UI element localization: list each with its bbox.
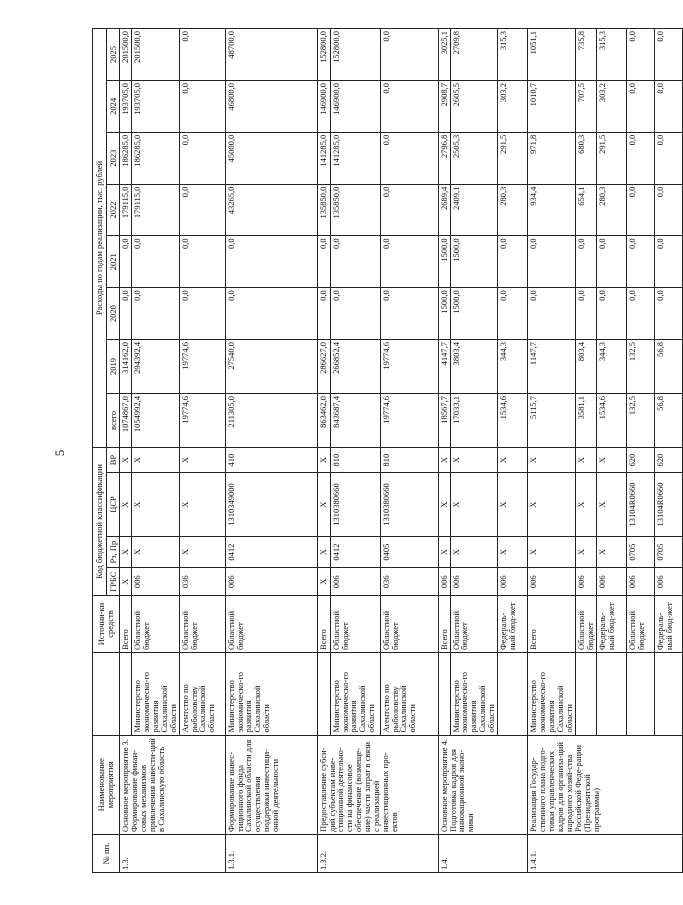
year-value: 314162,0 [120, 340, 132, 394]
year-value: 135850,0 [330, 184, 380, 236]
year-value: 48700,0 [225, 29, 317, 81]
year-value: 0,0 [498, 236, 528, 288]
vr-code: Х [179, 447, 225, 472]
year-value: 186285,0 [132, 132, 180, 184]
funding-source: Областной бюджет [132, 595, 180, 652]
year-value: 0,0 [179, 29, 225, 81]
csr-code: Х [132, 473, 180, 536]
funding-source: Всего [120, 595, 132, 652]
measure-name: Формирование инвес-тиционного фонда Сахалинской области для осуществления поддержки инвестици-онной деятельности [225, 735, 317, 834]
responsible-executor [654, 653, 682, 735]
rzpr-code: 0705 [626, 536, 654, 568]
year-value: 0,0 [654, 236, 682, 288]
measure-number: 1.3.2. [317, 834, 438, 872]
year-value: 56,8 [654, 340, 682, 394]
header-year: 2019 [107, 340, 120, 394]
year-value: 344,3 [596, 340, 626, 394]
year-value: 291,5 [498, 132, 528, 184]
year-value: 280,3 [498, 184, 528, 236]
header-expenses: Расходы по годам реализации, тыс. рублей [93, 29, 107, 448]
year-value: 0,0 [380, 29, 438, 81]
vr-code: 410 [225, 447, 317, 472]
year-value: 0,0 [626, 236, 654, 288]
rzpr-code: Х [528, 536, 576, 568]
page-number: 5 [52, 449, 67, 457]
measure-number: 1.4.1. [528, 834, 682, 872]
year-value: 0,0 [626, 184, 654, 236]
year-value: 0,0 [380, 80, 438, 132]
year-value: 0,0 [179, 236, 225, 288]
year-value: 0,0 [132, 236, 180, 288]
header-year: 2023 [107, 132, 120, 184]
year-value: 0,0 [120, 236, 132, 288]
funding-source: Федераль-ный бюд-жет [498, 595, 528, 652]
csr-code: Х [528, 473, 576, 536]
year-value: 43265,0 [225, 184, 317, 236]
total-value: 18567,7 [438, 393, 450, 447]
grbs-code: 036 [380, 568, 438, 595]
year-value: 152800,0 [317, 29, 330, 81]
year-value: 315,3 [498, 29, 528, 81]
year-value: 1010,7 [528, 80, 576, 132]
year-value: 179115,0 [132, 184, 180, 236]
total-value: 1074867,0 [120, 393, 132, 447]
year-value: 0,0 [654, 80, 682, 132]
csr-code: Х [317, 473, 330, 536]
total-value: 17033,1 [450, 393, 498, 447]
header-year: 2021 [107, 236, 120, 288]
year-value: 344,3 [498, 340, 528, 394]
rzpr-code: Х [438, 536, 450, 568]
year-value: 0,0 [575, 288, 596, 340]
rzpr-code: Х [575, 536, 596, 568]
vr-code: Х [317, 447, 330, 472]
year-value: 0,0 [330, 288, 380, 340]
year-value: 179115,0 [120, 184, 132, 236]
year-value: 146900,0 [330, 80, 380, 132]
header-year: 2025 [107, 29, 120, 81]
vr-code: 620 [654, 447, 682, 472]
vr-code: 810 [380, 447, 438, 472]
year-value: 0,0 [626, 29, 654, 81]
measure-name: Основное мероприятие 4. Подготовка кадров для инновационной эконо-мики [438, 735, 528, 834]
csr-code: 13104R0660 [654, 473, 682, 536]
rzpr-code: 0705 [654, 536, 682, 568]
year-value: 0,0 [528, 236, 576, 288]
rzpr-code: Х [120, 536, 132, 568]
year-value: 971,8 [528, 132, 576, 184]
year-value: 0,0 [330, 236, 380, 288]
year-value: 2409,1 [450, 184, 498, 236]
grbs-code: 006 [575, 568, 596, 595]
year-value: 2709,8 [450, 29, 498, 81]
header-source: Источни-ки средств [93, 595, 120, 652]
grbs-code: Х [317, 568, 330, 595]
responsible-executor [120, 653, 132, 735]
rzpr-code: Х [450, 536, 498, 568]
table-row [120, 29, 132, 873]
year-value: 0,0 [626, 80, 654, 132]
rzpr-code: Х [179, 536, 225, 568]
responsible-executor [317, 653, 330, 735]
grbs-code: 036 [179, 568, 225, 595]
responsible-executor [438, 653, 450, 735]
funding-source: Областной бюджет [450, 595, 498, 652]
year-value: 680,3 [575, 132, 596, 184]
year-value: 0,0 [179, 132, 225, 184]
vr-code: Х [528, 447, 576, 472]
year-value: 4147,7 [438, 340, 450, 394]
year-value: 3025,1 [438, 29, 450, 81]
vr-code: Х [120, 447, 132, 472]
header-vr: ВР [107, 447, 120, 472]
year-value: 2605,5 [450, 80, 498, 132]
year-value: 152800,0 [330, 29, 380, 81]
year-value: 0,0 [225, 288, 317, 340]
grbs-code: 006 [438, 568, 450, 595]
header-year: 2024 [107, 80, 120, 132]
year-value: 3803,4 [450, 340, 498, 394]
year-value: 45000,0 [225, 132, 317, 184]
grbs-code: 006 [626, 568, 654, 595]
year-value: 46800,0 [225, 80, 317, 132]
year-value: 141285,0 [317, 132, 330, 184]
year-value: 654,1 [575, 184, 596, 236]
vr-code: Х [450, 447, 498, 472]
year-value: 803,4 [575, 340, 596, 394]
table-header [93, 29, 120, 873]
year-value: 0,0 [654, 132, 682, 184]
year-value: 735,8 [575, 29, 596, 81]
csr-code: 1310380660 [330, 473, 380, 536]
year-value: 0,0 [654, 288, 682, 340]
year-value: 0,0 [654, 184, 682, 236]
header-no: № пп. [93, 834, 120, 872]
header-responsible [93, 653, 120, 735]
funding-source: Всего [438, 595, 450, 652]
measure-number: 1.3.1. [225, 834, 317, 872]
rotated-table-area [92, 28, 674, 873]
year-value: 0,0 [179, 184, 225, 236]
funding-source: Всего [317, 595, 330, 652]
csr-code: Х [438, 473, 450, 536]
year-value: 201500,0 [120, 29, 132, 81]
responsible-executor [626, 653, 654, 735]
measure-number: 1.4. [438, 834, 528, 872]
vr-code: Х [596, 447, 626, 472]
measure-number: 1.3. [120, 834, 226, 872]
year-value: 0,0 [575, 236, 596, 288]
year-value: 280,3 [596, 184, 626, 236]
csr-code: 1310349000 [225, 473, 317, 536]
total-value: 5115,7 [528, 393, 576, 447]
vr-code: 620 [626, 447, 654, 472]
year-value: 186285,0 [120, 132, 132, 184]
year-value: 286627,0 [317, 340, 330, 394]
table-row [225, 29, 317, 873]
responsible-executor: Агентство по рыболовству Сахалинской области [179, 653, 225, 735]
year-value: 0,0 [380, 184, 438, 236]
responsible-executor: Министерство экономическо-го развития Сахалинской области [330, 653, 380, 735]
rzpr-code: 0405 [380, 536, 438, 568]
header-rzpr: Рз, Пр [107, 536, 120, 568]
vr-code: Х [498, 447, 528, 472]
total-value: 843687,4 [330, 393, 380, 447]
year-value: 135850,0 [317, 184, 330, 236]
year-value: 0,0 [626, 132, 654, 184]
responsible-executor: Агентство по рыболовству Сахалинской области [380, 653, 438, 735]
total-value: 1534,6 [596, 393, 626, 447]
total-value: 1534,6 [498, 393, 528, 447]
rzpr-code: Х [317, 536, 330, 568]
grbs-code: 006 [528, 568, 576, 595]
responsible-executor [575, 653, 596, 735]
year-value: 291,5 [596, 132, 626, 184]
year-value: 934,4 [528, 184, 576, 236]
year-value: 0,0 [317, 236, 330, 288]
grbs-code: 006 [450, 568, 498, 595]
rzpr-code: Х [498, 536, 528, 568]
funding-source: Областной бюджет [179, 595, 225, 652]
total-value: 19774,6 [380, 393, 438, 447]
vr-code: Х [438, 447, 450, 472]
header-budget-code: Код бюджетной классификации [93, 447, 107, 595]
csr-code: Х [179, 473, 225, 536]
responsible-executor [498, 653, 528, 735]
header-grbs: ГРБС [107, 568, 120, 595]
year-value: 0,0 [528, 288, 576, 340]
grbs-code: Х [120, 568, 132, 595]
year-value: 2505,3 [450, 132, 498, 184]
total-value: 19774,6 [179, 393, 225, 447]
measure-name: Основное мероприятие 3. Формирование финан-совых механизмов привлечения инвести-ций в Сахалинскую область [120, 735, 226, 834]
table-row [528, 29, 576, 873]
csr-code: Х [120, 473, 132, 536]
table-body [120, 29, 683, 873]
year-value: 2796,8 [438, 132, 450, 184]
year-value: 294392,4 [132, 340, 180, 394]
funding-source: Областной бюджет [330, 595, 380, 652]
rzpr-code: Х [596, 536, 626, 568]
year-value: 1500,0 [450, 288, 498, 340]
grbs-code: 006 [132, 568, 180, 595]
header-csr: ЦСР [107, 473, 120, 536]
rzpr-code: 0412 [330, 536, 380, 568]
funding-source: Федераль-ный бюд-жет [654, 595, 682, 652]
year-value: 1051,1 [528, 29, 576, 81]
funding-source: Областной бюджет [575, 595, 596, 652]
measure-name: Реализация Государ-ственного плана подго-товки управленческих кадров для организа-ций народного хозяй-ства Российской Феде-рации (Президентской программы) [528, 735, 682, 834]
year-value: 315,3 [596, 29, 626, 81]
year-value: 1500,0 [450, 236, 498, 288]
total-value: 211305,0 [225, 393, 317, 447]
rzpr-code: 0412 [225, 536, 317, 568]
total-value: 132,5 [626, 393, 654, 447]
responsible-executor [596, 653, 626, 735]
year-value: 19774,6 [380, 340, 438, 394]
year-value: 141285,0 [330, 132, 380, 184]
funding-source: Областной бюджет [225, 595, 317, 652]
year-value: 0,0 [132, 288, 180, 340]
csr-code: Х [450, 473, 498, 536]
responsible-executor: Министерство экономическо-го развития Сахалинской области [450, 653, 498, 735]
year-value: 0,0 [380, 288, 438, 340]
year-value: 0,0 [317, 288, 330, 340]
funding-source: Областной бюджет [626, 595, 654, 652]
budget-table [92, 28, 683, 873]
year-value: 27540,0 [225, 340, 317, 394]
year-value: 0,0 [380, 132, 438, 184]
year-value: 0,0 [654, 29, 682, 81]
grbs-code: 006 [498, 568, 528, 595]
total-value: 3581,1 [575, 393, 596, 447]
header-name: Наименование мероприятия [93, 735, 120, 834]
total-value: 56,8 [654, 393, 682, 447]
funding-source: Всего [528, 595, 576, 652]
year-value: 132,5 [626, 340, 654, 394]
header-total: всего [107, 393, 120, 447]
year-value: 2689,4 [438, 184, 450, 236]
year-value: 19774,6 [179, 340, 225, 394]
responsible-executor: Министерство экономическо-го развития Сахалинской области [225, 653, 317, 735]
header-year: 2022 [107, 184, 120, 236]
year-value: 193705,0 [132, 80, 180, 132]
year-value: 0,0 [380, 236, 438, 288]
responsible-executor: Министерство экономическо-го развития Сахалинской области [132, 653, 180, 735]
year-value: 303,2 [498, 80, 528, 132]
year-value: 146900,0 [317, 80, 330, 132]
grbs-code: 006 [596, 568, 626, 595]
year-value: 0,0 [179, 288, 225, 340]
measure-name: Предоставление субси-дий субъектам инве-стиционной деятельно-сти на финансовое обеспечение (возмеще-ние) части затрат в связи с реализацией инвестиционных про-ектов [317, 735, 438, 834]
year-value: 266852,4 [330, 340, 380, 394]
year-value: 0,0 [596, 288, 626, 340]
csr-code: Х [575, 473, 596, 536]
year-value: 0,0 [225, 236, 317, 288]
vr-code: Х [132, 447, 180, 472]
year-value: 193705,0 [120, 80, 132, 132]
year-value: 0,0 [596, 236, 626, 288]
year-value: 0,0 [626, 288, 654, 340]
grbs-code: 006 [330, 568, 380, 595]
rzpr-code: Х [132, 536, 180, 568]
csr-code: Х [596, 473, 626, 536]
csr-code: 13104R0660 [626, 473, 654, 536]
vr-code: 810 [330, 447, 380, 472]
year-value: 1147,7 [528, 340, 576, 394]
year-value: 303,2 [596, 80, 626, 132]
year-value: 0,0 [120, 288, 132, 340]
header-year: 2020 [107, 288, 120, 340]
funding-source: Областной бюджет [380, 595, 438, 652]
year-value: 1500,0 [438, 288, 450, 340]
total-value: 863462,0 [317, 393, 330, 447]
year-value: 0,0 [179, 80, 225, 132]
table-row [438, 29, 450, 873]
year-value: 707,5 [575, 80, 596, 132]
grbs-code: 006 [225, 568, 317, 595]
csr-code: 1310380660 [380, 473, 438, 536]
year-value: 201500,0 [132, 29, 180, 81]
year-value: 2908,7 [438, 80, 450, 132]
responsible-executor: Министерство экономическо-го развития Сахалинской области [528, 653, 576, 735]
table-row [317, 29, 330, 873]
year-value: 1500,0 [438, 236, 450, 288]
year-value: 0,0 [498, 288, 528, 340]
csr-code: Х [498, 473, 528, 536]
funding-source: Федераль-ный бюд-жет [596, 595, 626, 652]
vr-code: Х [575, 447, 596, 472]
total-value: 1054992,4 [132, 393, 180, 447]
grbs-code: 006 [654, 568, 682, 595]
